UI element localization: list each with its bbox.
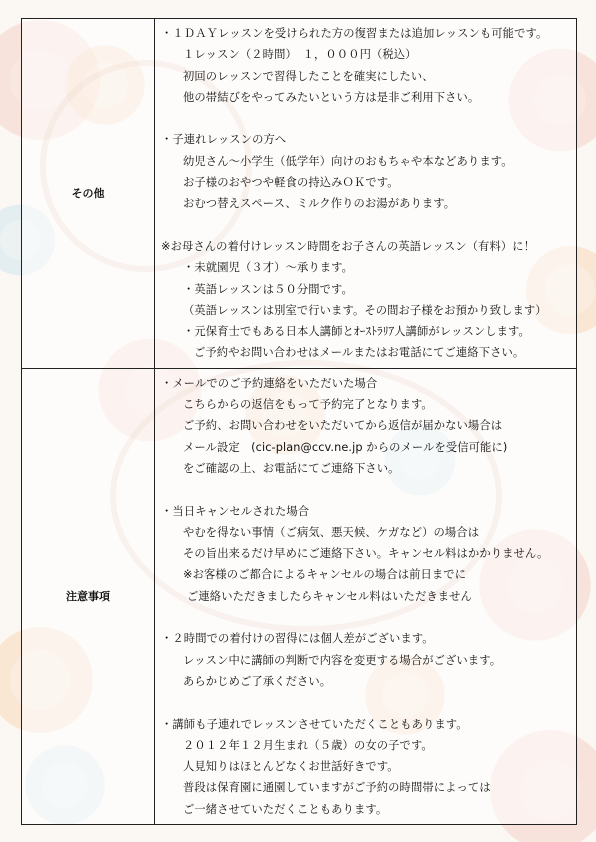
detail-line: 幼児さん～小学生（低学年）向けのおもちゃや本などあります。 xyxy=(183,154,513,168)
detail-line: １レッスン（２時間） １，０００円（税込） xyxy=(183,48,417,62)
detail-line: こちらからの返信をもって予約完了となります。 xyxy=(183,398,433,412)
section-row-notes xyxy=(22,368,577,824)
block-spacer xyxy=(161,215,570,236)
section-label: 注意事項 xyxy=(22,368,155,824)
section-label: その他 xyxy=(22,19,155,369)
detail-line: （英語レッスンは別室で行います。その間お子様をお預かり致します） xyxy=(183,303,547,317)
bullet-heading: ・講師も子連れでレッスンさせていただくこともあります。 xyxy=(161,717,468,731)
detail-line: 人見知りはほとんどなくお世話好きです。 xyxy=(183,760,399,774)
detail-line: ご一緒させていただくこともあります。 xyxy=(183,802,388,816)
section-content xyxy=(155,19,577,369)
detail-line: やむを得ない事情（ご病気、悪天候、ケガなど）の場合は xyxy=(183,525,480,539)
detail-line: ご予約、お問い合わせをいただいてから返信が届かない場合は xyxy=(183,419,503,433)
detail-line: ・元保育士でもある日本人講師とｵｰｽﾄﾗﾘｱ人講師がレッスンします。 xyxy=(183,325,530,339)
detail-line: 普段は保育園に通園していますがご予約の時間帯によっては xyxy=(183,781,491,795)
bullet-heading: ・メールでのご予約連絡をいただいた場合 xyxy=(161,376,378,390)
info-table xyxy=(21,18,577,825)
bullet-heading: ・子連れレッスンの方へ xyxy=(161,133,287,147)
bullet-heading: ※お母さんの着付けレッスン時間をお子さんの英語レッスン（有料）に！ xyxy=(161,239,536,253)
detail-line: ※お客様のご都合によるキャンセルの場合は前日までに xyxy=(183,568,467,582)
detail-line: レッスン中に講師の判断で内容を変更する場合がございます。 xyxy=(183,653,502,667)
detail-line: ご連絡いただきましたらキャンセル料はいただきません xyxy=(187,589,472,603)
detail-line: メール設定 (cic-plan@ccv.ne.jp からのメールを受信可能に) xyxy=(183,440,508,454)
detail-line: ・英語レッスンは５０分間です。 xyxy=(183,282,353,296)
detail-line: 他の帯結びをやってみたいという方は是非ご利用下さい。 xyxy=(183,90,480,104)
block-spacer xyxy=(161,108,570,129)
detail-line: ２０１２年１２月生まれ（５歳）の女の子です。 xyxy=(183,738,433,752)
detail-line: お子様のおやつや軽食の持込みＯＫです。 xyxy=(183,176,399,190)
detail-line: ・未就園児（３才）～承ります。 xyxy=(183,261,354,275)
detail-line: その旨出来るだけ早めにご連絡下さい。キャンセル料はかかりません。 xyxy=(183,547,549,561)
bullet-heading: ・当日キャンセルされた場合 xyxy=(161,504,310,518)
detail-line: あらかじめご了承ください。 xyxy=(183,674,332,688)
block-spacer xyxy=(161,692,570,713)
block-spacer xyxy=(161,479,570,500)
section-row-other xyxy=(22,19,577,369)
detail-line: おむつ替えスペース、ミルク作りのお湯があります。 xyxy=(183,197,456,211)
bullet-heading: ・２時間での着付けの習得には個人差がございます。 xyxy=(161,632,434,646)
bullet-heading: ・１ＤＡＹレッスンを受けられた方の復習または追加レッスンも可能です。 xyxy=(161,27,548,40)
section-content xyxy=(155,368,577,824)
block-spacer xyxy=(161,607,570,628)
detail-line: ご予約やお問い合わせはメールまたはお電話にてご連絡下さい。 xyxy=(194,346,525,360)
detail-line: 初回のレッスンで習得したことを確実にしたい、 xyxy=(183,69,434,83)
detail-line: をご確認の上、お電話にてご連絡下さい。 xyxy=(183,461,400,475)
